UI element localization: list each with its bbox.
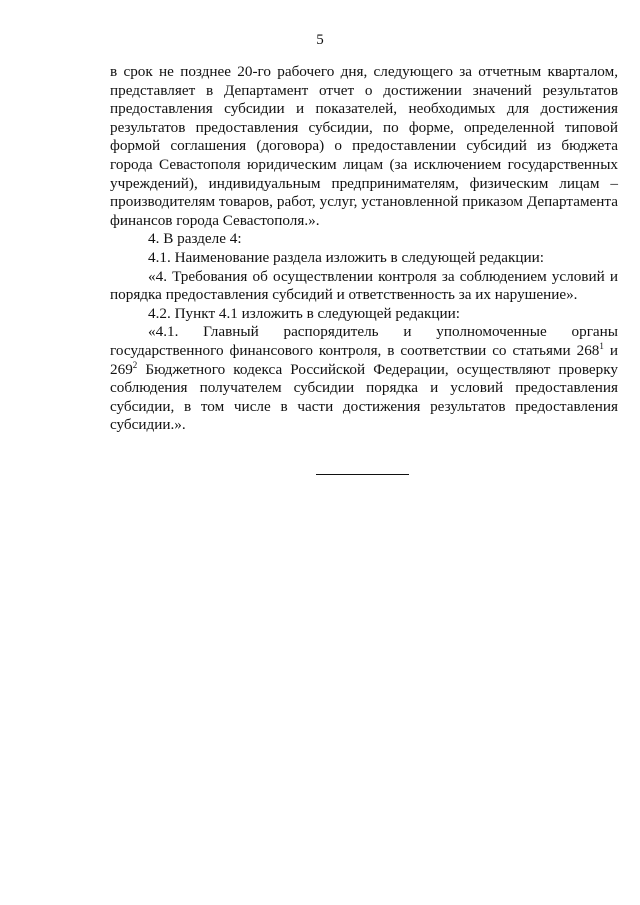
paragraph-4-1-text-part2: и 269: [110, 341, 618, 378]
page-number: 5: [316, 32, 324, 48]
paragraph-reporting-deadline: в срок не позднее 20-го рабочего дня, следующего за отчетным кварталом, представляет в Департамент отчет о достижении значений результатов предоставления субсидии и показателей, необходимых для достижения результатов предоставления субсидии, по форме, определенной типовой формой соглашения (договора) о предоставлении субсидий из бюджета города Севастополя юридическим лицам (за исключением государственных учреждений), индивидуальным предпринимателям, физическим лицам – производителям товаров, работ, услуг, установленной приказом Департамента финансов города Севастополя.».: [110, 63, 618, 229]
paragraph-4-1: 4.1. Наименование раздела изложить в следующей редакции:: [148, 248, 544, 266]
paragraph-4-1-text-part3: Бюджетного кодекса Российской Федерации, осуществляют проверку соблюдения получателем субсидии порядка и условий предоставления субсидии, в том числе в части достижения результатов предоставления субсидии.».: [110, 360, 618, 434]
paragraph-section-4: 4. В разделе 4:: [148, 230, 242, 248]
paragraph-4-1-new-text: [110, 323, 618, 435]
paragraph-section-title-quote: «4. Требования об осуществлении контроля за соблюдением условий и порядка предоставления субсидий и ответственность за их нарушение».: [110, 267, 618, 304]
document-body: [110, 63, 618, 435]
paragraph-4-1-text-part1: «4.1. Главный распорядитель и уполномоченные органы государственного финансового контроля, в соответствии со статьями 268: [110, 323, 618, 359]
superscript-268: 1: [599, 340, 604, 351]
superscript-269: 2: [132, 359, 138, 370]
end-of-document-rule: [316, 474, 409, 475]
paragraph-4-2: 4.2. Пункт 4.1 изложить в следующей редакции:: [148, 304, 461, 322]
